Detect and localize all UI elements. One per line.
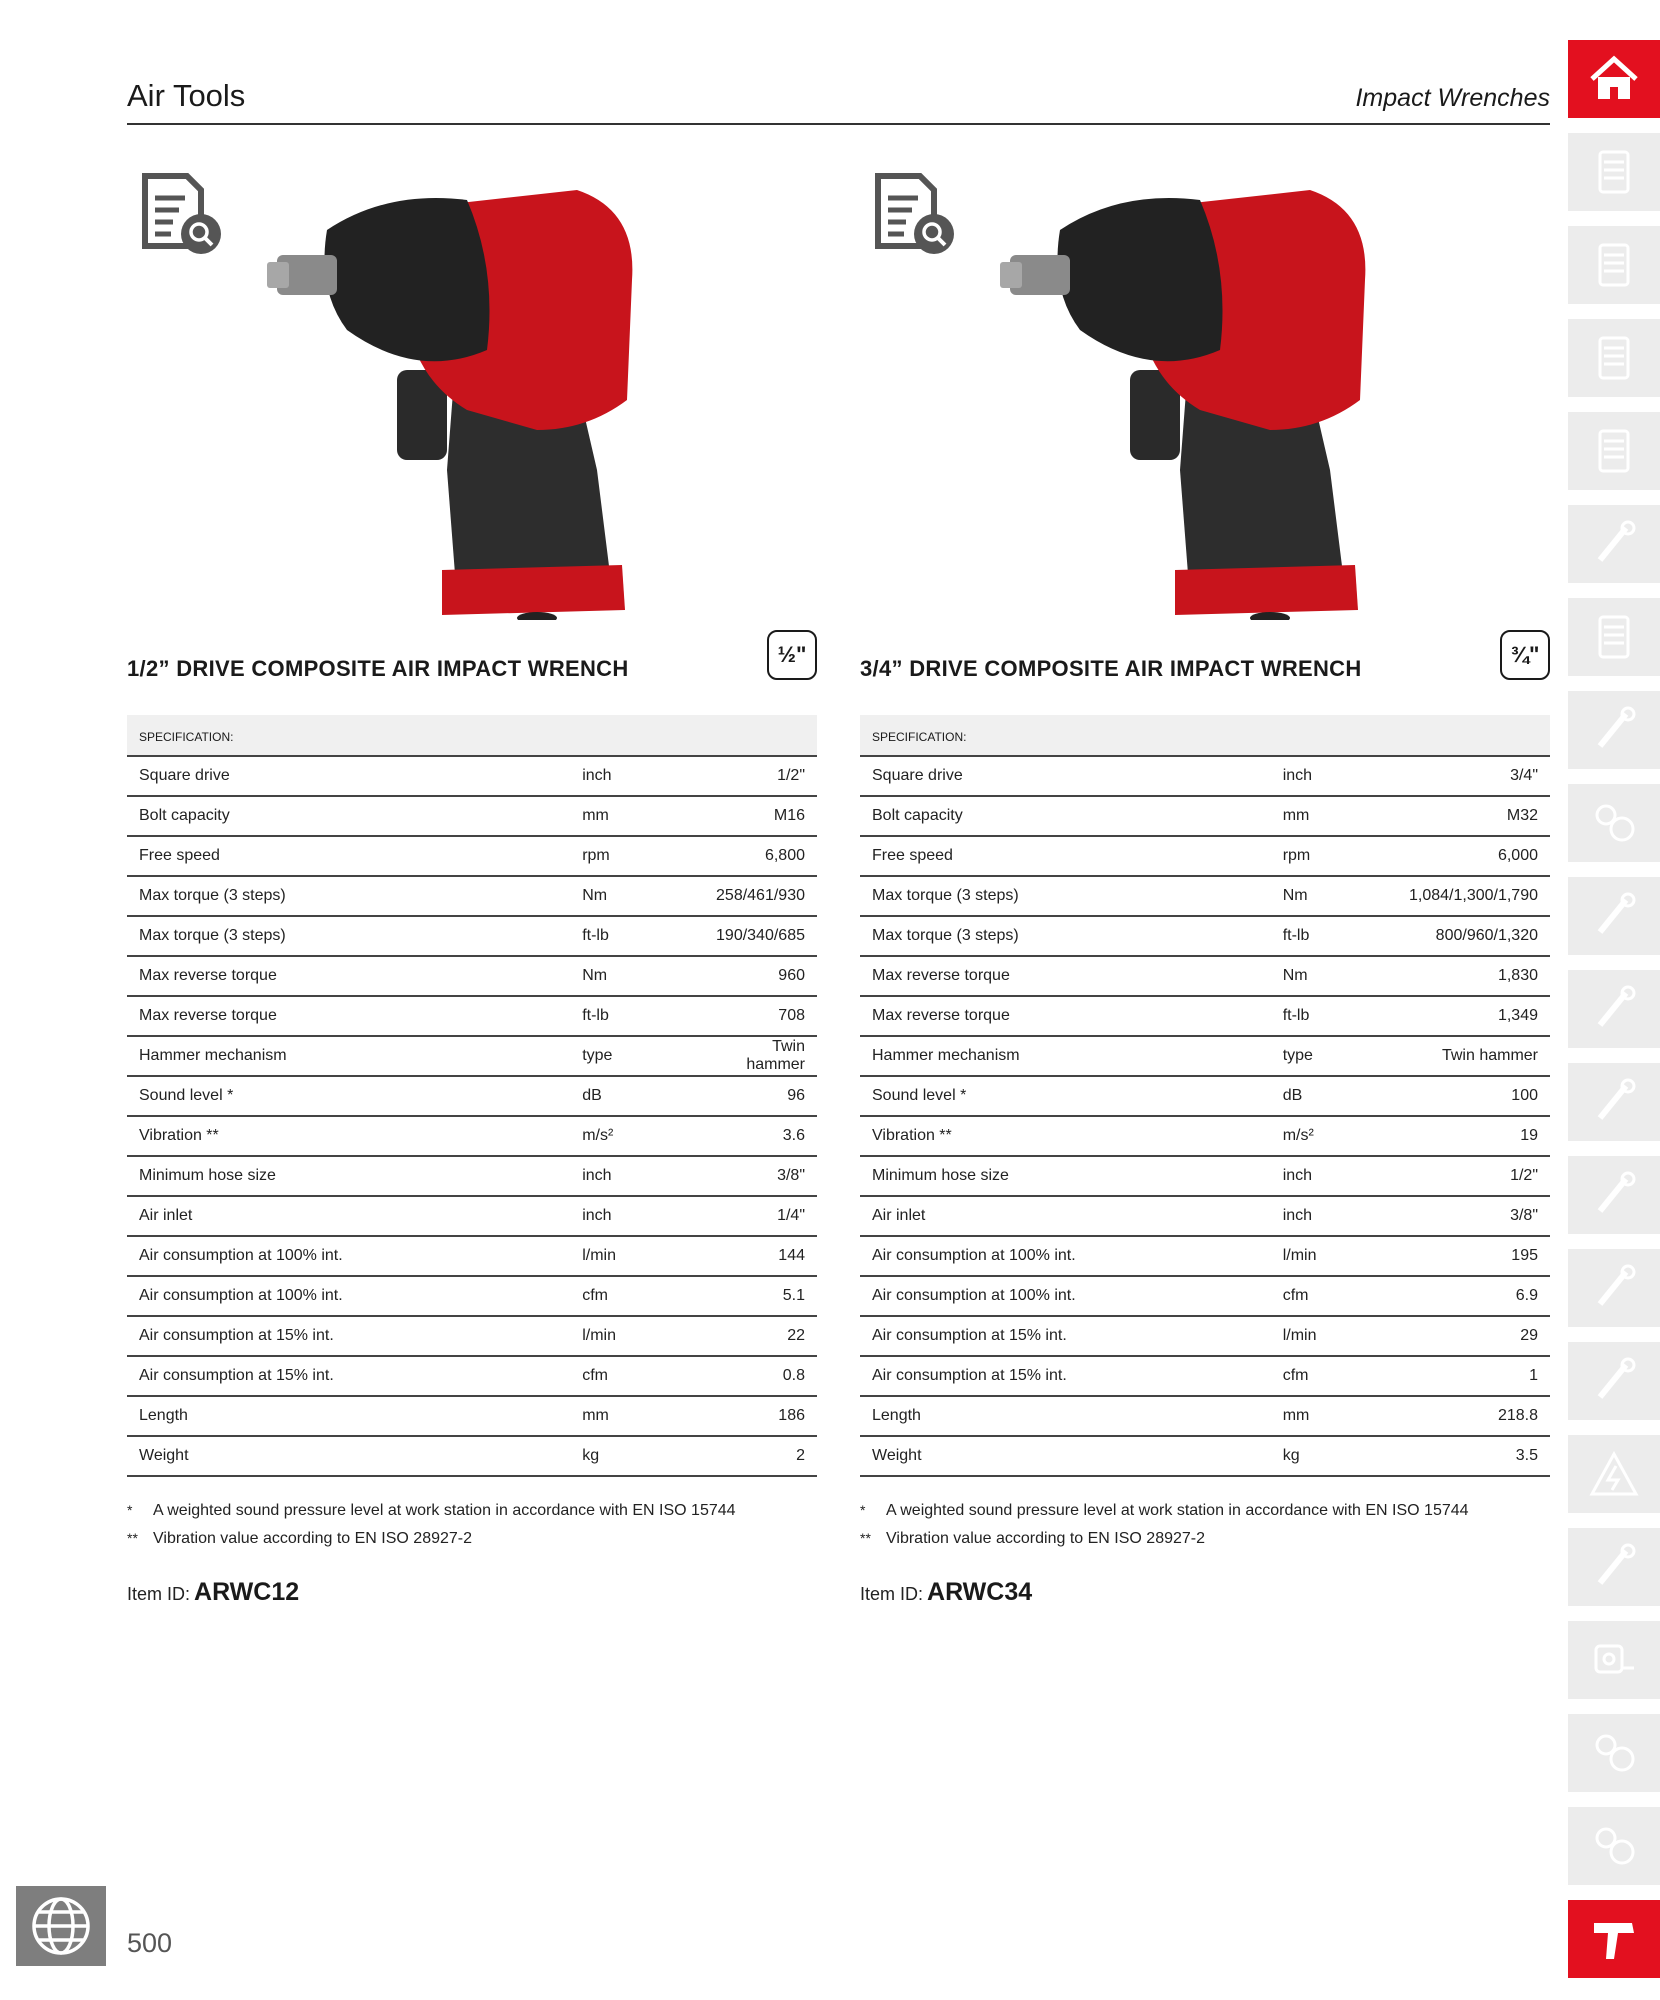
footnote-mark: * [860, 1502, 866, 1518]
spec-label: Weight [860, 1436, 1271, 1476]
spec-unit: cfm [1271, 1276, 1397, 1316]
document-search-icon [135, 168, 225, 258]
spec-unit: cfm [1271, 1356, 1397, 1396]
impact-wrench-image [1000, 170, 1420, 620]
spec-value: 190/340/685 [704, 916, 817, 956]
sidebar-tab-multitool[interactable] [1568, 1249, 1660, 1327]
spec-label: Air consumption at 100% int. [127, 1236, 570, 1276]
spec-row [127, 916, 817, 956]
spec-label: Weight [127, 1436, 570, 1476]
spec-row [860, 1156, 1550, 1196]
globe-button[interactable] [16, 1886, 106, 1966]
screwdriver-icon [1588, 1076, 1640, 1128]
spec-unit: inch [570, 1196, 704, 1236]
product-title: 3/4” DRIVE COMPOSITE AIR IMPACT WRENCH [860, 656, 1362, 681]
sidebar-tab-spanner[interactable] [1568, 970, 1660, 1048]
spec-label: Sound level * [127, 1076, 570, 1116]
spec-row [860, 1316, 1550, 1356]
sidebar-tab-tool-tray[interactable] [1568, 226, 1660, 304]
spec-row [860, 756, 1550, 796]
drive-size-badge: ½" [767, 630, 817, 680]
item-id [860, 1578, 1032, 1607]
sidebar-tab-tool-cabinet[interactable] [1568, 319, 1660, 397]
sidebar-tab-sockets[interactable] [1568, 784, 1660, 862]
spec-label: Vibration ** [860, 1116, 1271, 1156]
page-number: 500 [127, 1928, 173, 1958]
document-search-icon [868, 168, 958, 258]
tool-tray-icon [1588, 425, 1640, 477]
spec-value: Twin hammer [704, 1036, 817, 1076]
spec-unit: mm [570, 796, 704, 836]
product-image [267, 170, 687, 620]
spec-table-header: SPECIFICATION: [127, 715, 817, 756]
sidebar-tab-tool-cabinet[interactable] [1568, 133, 1660, 211]
spec-unit: m/s² [1271, 1116, 1397, 1156]
spec-value: 195 [1397, 1236, 1550, 1276]
spec-label: Sound level * [860, 1076, 1271, 1116]
spec-value: 6,000 [1397, 836, 1550, 876]
spec-row [860, 836, 1550, 876]
spec-label: Max torque (3 steps) [860, 916, 1271, 956]
spec-row [127, 1196, 817, 1236]
pliers-icon [1588, 1355, 1640, 1407]
spec-label: Bolt capacity [127, 796, 570, 836]
spec-unit: ft-lb [1271, 916, 1397, 956]
spec-unit: l/min [570, 1316, 704, 1356]
tool-cabinet-icon [1588, 146, 1640, 198]
spec-value: 3/4" [1397, 756, 1550, 796]
spec-row [127, 1276, 817, 1316]
spec-label: Length [127, 1396, 570, 1436]
spec-value: 800/960/1,320 [1397, 916, 1550, 956]
spec-row [860, 956, 1550, 996]
gears-icon [1588, 1820, 1640, 1872]
home-icon [1588, 53, 1640, 105]
spec-value: 1,084/1,300/1,790 [1397, 876, 1550, 916]
spec-row [127, 1116, 817, 1156]
spec-unit: inch [570, 1156, 704, 1196]
spec-label: Hammer mechanism [127, 1036, 570, 1076]
sidebar-tab-tool-cabinet[interactable] [1568, 598, 1660, 676]
sidebar-tab-gear-puller[interactable] [1568, 1714, 1660, 1792]
spec-value: M16 [704, 796, 817, 836]
spec-table [127, 715, 817, 1477]
impact-wrench-image [267, 170, 687, 620]
product-image [1000, 170, 1420, 620]
spec-unit: l/min [570, 1236, 704, 1276]
spec-unit: Nm [1271, 956, 1397, 996]
spec-unit: inch [1271, 756, 1397, 796]
multitool-icon [1588, 1262, 1640, 1314]
spec-label: Air consumption at 15% int. [860, 1356, 1271, 1396]
spec-row [860, 996, 1550, 1036]
spec-row [127, 956, 817, 996]
spec-value: 3.5 [1397, 1436, 1550, 1476]
footnotes [127, 1502, 817, 1558]
sidebar-tab-bits[interactable] [1568, 1156, 1660, 1234]
spec-row [127, 1236, 817, 1276]
item-id-label: Item ID: [127, 1584, 191, 1604]
footnote [127, 1502, 817, 1520]
tool-tray-icon [1588, 239, 1640, 291]
spec-row [860, 1236, 1550, 1276]
spec-value: 29 [1397, 1316, 1550, 1356]
spec-unit: Nm [1271, 876, 1397, 916]
spec-row [860, 1356, 1550, 1396]
spec-label: Max torque (3 steps) [127, 916, 570, 956]
spec-label: Max reverse torque [860, 956, 1271, 996]
spec-unit: l/min [1271, 1316, 1397, 1356]
spec-unit: Nm [570, 956, 704, 996]
footnote-text: Vibration value according to EN ISO 28927-2 [153, 1530, 473, 1547]
spec-unit: inch [1271, 1196, 1397, 1236]
spec-row [127, 836, 817, 876]
spec-value: 1,349 [1397, 996, 1550, 1036]
spec-unit: inch [570, 756, 704, 796]
footnote-mark: ** [127, 1530, 138, 1546]
spec-value: 5.1 [704, 1276, 817, 1316]
spec-label: Hammer mechanism [860, 1036, 1271, 1076]
torque-wrench-icon [1588, 890, 1640, 942]
footnote [860, 1502, 1550, 1520]
footnote [127, 1530, 817, 1548]
spec-value: 960 [704, 956, 817, 996]
spec-value: 22 [704, 1316, 817, 1356]
spec-unit: cfm [570, 1276, 704, 1316]
spec-unit: mm [1271, 1396, 1397, 1436]
spec-unit: mm [1271, 796, 1397, 836]
spec-row [127, 876, 817, 916]
spec-value: 100 [1397, 1076, 1550, 1116]
sidebar-tab-electrical[interactable] [1568, 1435, 1660, 1513]
footnotes [860, 1502, 1550, 1558]
spec-unit: type [1271, 1036, 1397, 1076]
spec-row [127, 1036, 817, 1076]
spec-label: Air inlet [860, 1196, 1271, 1236]
product-title: 1/2” DRIVE COMPOSITE AIR IMPACT WRENCH [127, 656, 629, 681]
spec-row [127, 1076, 817, 1116]
spec-value: 0.8 [704, 1356, 817, 1396]
spec-row [860, 1116, 1550, 1156]
spec-label: Max reverse torque [127, 956, 570, 996]
spec-value: 1/2" [1397, 1156, 1550, 1196]
spec-value: 6.9 [1397, 1276, 1550, 1316]
spec-value: Twin hammer [1397, 1036, 1550, 1076]
footnote-text: A weighted sound pressure level at work station in accordance with EN ISO 15744 [153, 1502, 736, 1519]
spec-unit: dB [570, 1076, 704, 1116]
spec-unit: dB [1271, 1076, 1397, 1116]
spec-value: 2 [704, 1436, 817, 1476]
spec-row [860, 1076, 1550, 1116]
electrical-icon [1588, 1448, 1640, 1500]
sidebar-tab-wrench-set[interactable] [1568, 505, 1660, 583]
spec-row [127, 1396, 817, 1436]
spec-label: Max torque (3 steps) [127, 876, 570, 916]
spec-unit: mm [570, 1396, 704, 1436]
category-sidebar [1568, 40, 1660, 1993]
sidebar-tab-home[interactable] [1568, 40, 1660, 118]
spec-row [860, 1036, 1550, 1076]
spec-table-header: SPECIFICATION: [860, 715, 1550, 756]
spec-row [860, 796, 1550, 836]
spec-label: Square drive [860, 756, 1271, 796]
sidebar-tab-ratchet[interactable] [1568, 691, 1660, 769]
spec-label: Vibration ** [127, 1116, 570, 1156]
spec-row [127, 1436, 817, 1476]
spec-value: 19 [1397, 1116, 1550, 1156]
gear-puller-icon [1588, 1727, 1640, 1779]
spec-unit: kg [1271, 1436, 1397, 1476]
footnote [860, 1530, 1550, 1548]
datasheet-button[interactable] [868, 168, 958, 258]
spec-unit: inch [1271, 1156, 1397, 1196]
spec-value: 186 [704, 1396, 817, 1436]
header-divider [127, 123, 1550, 125]
spec-label: Minimum hose size [860, 1156, 1271, 1196]
spec-table [860, 715, 1550, 1477]
item-id [127, 1578, 299, 1607]
spec-value: M32 [1397, 796, 1550, 836]
spec-value: 1/4" [704, 1196, 817, 1236]
item-id-label: Item ID: [860, 1584, 924, 1604]
spec-row [127, 1156, 817, 1196]
spec-label: Minimum hose size [127, 1156, 570, 1196]
spec-unit: type [570, 1036, 704, 1076]
spec-label: Air consumption at 100% int. [860, 1236, 1271, 1276]
spec-unit: m/s² [570, 1116, 704, 1156]
spec-label: Air consumption at 100% int. [127, 1276, 570, 1316]
spec-label: Max reverse torque [127, 996, 570, 1036]
sidebar-tab-air-tool[interactable] [1568, 1900, 1660, 1978]
spec-unit: rpm [570, 836, 704, 876]
spec-label: Max reverse torque [860, 996, 1271, 1036]
spec-value: 6,800 [704, 836, 817, 876]
spec-label: Max torque (3 steps) [860, 876, 1271, 916]
sidebar-tab-pliers[interactable] [1568, 1342, 1660, 1420]
spec-unit: ft-lb [570, 916, 704, 956]
spec-row [127, 1356, 817, 1396]
spec-unit: ft-lb [1271, 996, 1397, 1036]
spec-unit: ft-lb [570, 996, 704, 1036]
spec-row [127, 796, 817, 836]
spec-value: 708 [704, 996, 817, 1036]
spec-row [860, 1396, 1550, 1436]
spec-label: Air consumption at 15% int. [127, 1356, 570, 1396]
spec-value: 218.8 [1397, 1396, 1550, 1436]
spec-row [127, 1316, 817, 1356]
bits-icon [1588, 1169, 1640, 1221]
section-title: Air Tools [127, 78, 246, 113]
air-tool-icon [1588, 1913, 1640, 1965]
spec-value: 3.6 [704, 1116, 817, 1156]
spec-label: Free speed [127, 836, 570, 876]
sidebar-tab-gears[interactable] [1568, 1807, 1660, 1885]
spec-row [127, 996, 817, 1036]
spec-label: Square drive [127, 756, 570, 796]
datasheet-button[interactable] [135, 168, 225, 258]
spec-value: 1 [1397, 1356, 1550, 1396]
spec-label: Air inlet [127, 1196, 570, 1236]
category-title: Impact Wrenches [1355, 84, 1550, 112]
spec-value: 1,830 [1397, 956, 1550, 996]
spec-value: 3/8" [704, 1156, 817, 1196]
spec-unit: cfm [570, 1356, 704, 1396]
sidebar-tab-cutter[interactable] [1568, 1528, 1660, 1606]
spec-unit: l/min [1271, 1236, 1397, 1276]
sidebar-tab-measuring-tape[interactable] [1568, 1621, 1660, 1699]
spec-value: 1/2" [704, 756, 817, 796]
item-id-code: ARWC34 [927, 1578, 1033, 1606]
ratchet-icon [1588, 704, 1640, 756]
globe-icon [30, 1895, 92, 1957]
wrench-set-icon [1588, 518, 1640, 570]
spec-value: 258/461/930 [704, 876, 817, 916]
spec-unit: rpm [1271, 836, 1397, 876]
spec-label: Bolt capacity [860, 796, 1271, 836]
measuring-tape-icon [1588, 1634, 1640, 1686]
spec-row [860, 1276, 1550, 1316]
spec-label: Free speed [860, 836, 1271, 876]
footnote-text: A weighted sound pressure level at work station in accordance with EN ISO 15744 [886, 1502, 1469, 1519]
item-id-code: ARWC12 [194, 1578, 300, 1606]
spec-label: Length [860, 1396, 1271, 1436]
sidebar-tab-torque-wrench[interactable] [1568, 877, 1660, 955]
spec-row [860, 876, 1550, 916]
spec-row [860, 916, 1550, 956]
spec-row [860, 1436, 1550, 1476]
sidebar-tab-screwdriver[interactable] [1568, 1063, 1660, 1141]
spec-label: Air consumption at 100% int. [860, 1276, 1271, 1316]
spec-label: Air consumption at 15% int. [127, 1316, 570, 1356]
spec-value: 96 [704, 1076, 817, 1116]
drive-size-badge: ¾" [1500, 630, 1550, 680]
spanner-icon [1588, 983, 1640, 1035]
tool-cabinet-icon [1588, 611, 1640, 663]
footnote-mark: ** [860, 1530, 871, 1546]
tool-cabinet-icon [1588, 332, 1640, 384]
spec-label: Air consumption at 15% int. [860, 1316, 1271, 1356]
cutter-icon [1588, 1541, 1640, 1593]
footnote-mark: * [127, 1502, 133, 1518]
footnote-text: Vibration value according to EN ISO 28927-2 [886, 1530, 1206, 1547]
spec-value: 144 [704, 1236, 817, 1276]
spec-unit: kg [570, 1436, 704, 1476]
spec-row [860, 1196, 1550, 1236]
spec-value: 3/8" [1397, 1196, 1550, 1236]
sidebar-tab-tool-tray[interactable] [1568, 412, 1660, 490]
sockets-icon [1588, 797, 1640, 849]
spec-unit: Nm [570, 876, 704, 916]
spec-row [127, 756, 817, 796]
